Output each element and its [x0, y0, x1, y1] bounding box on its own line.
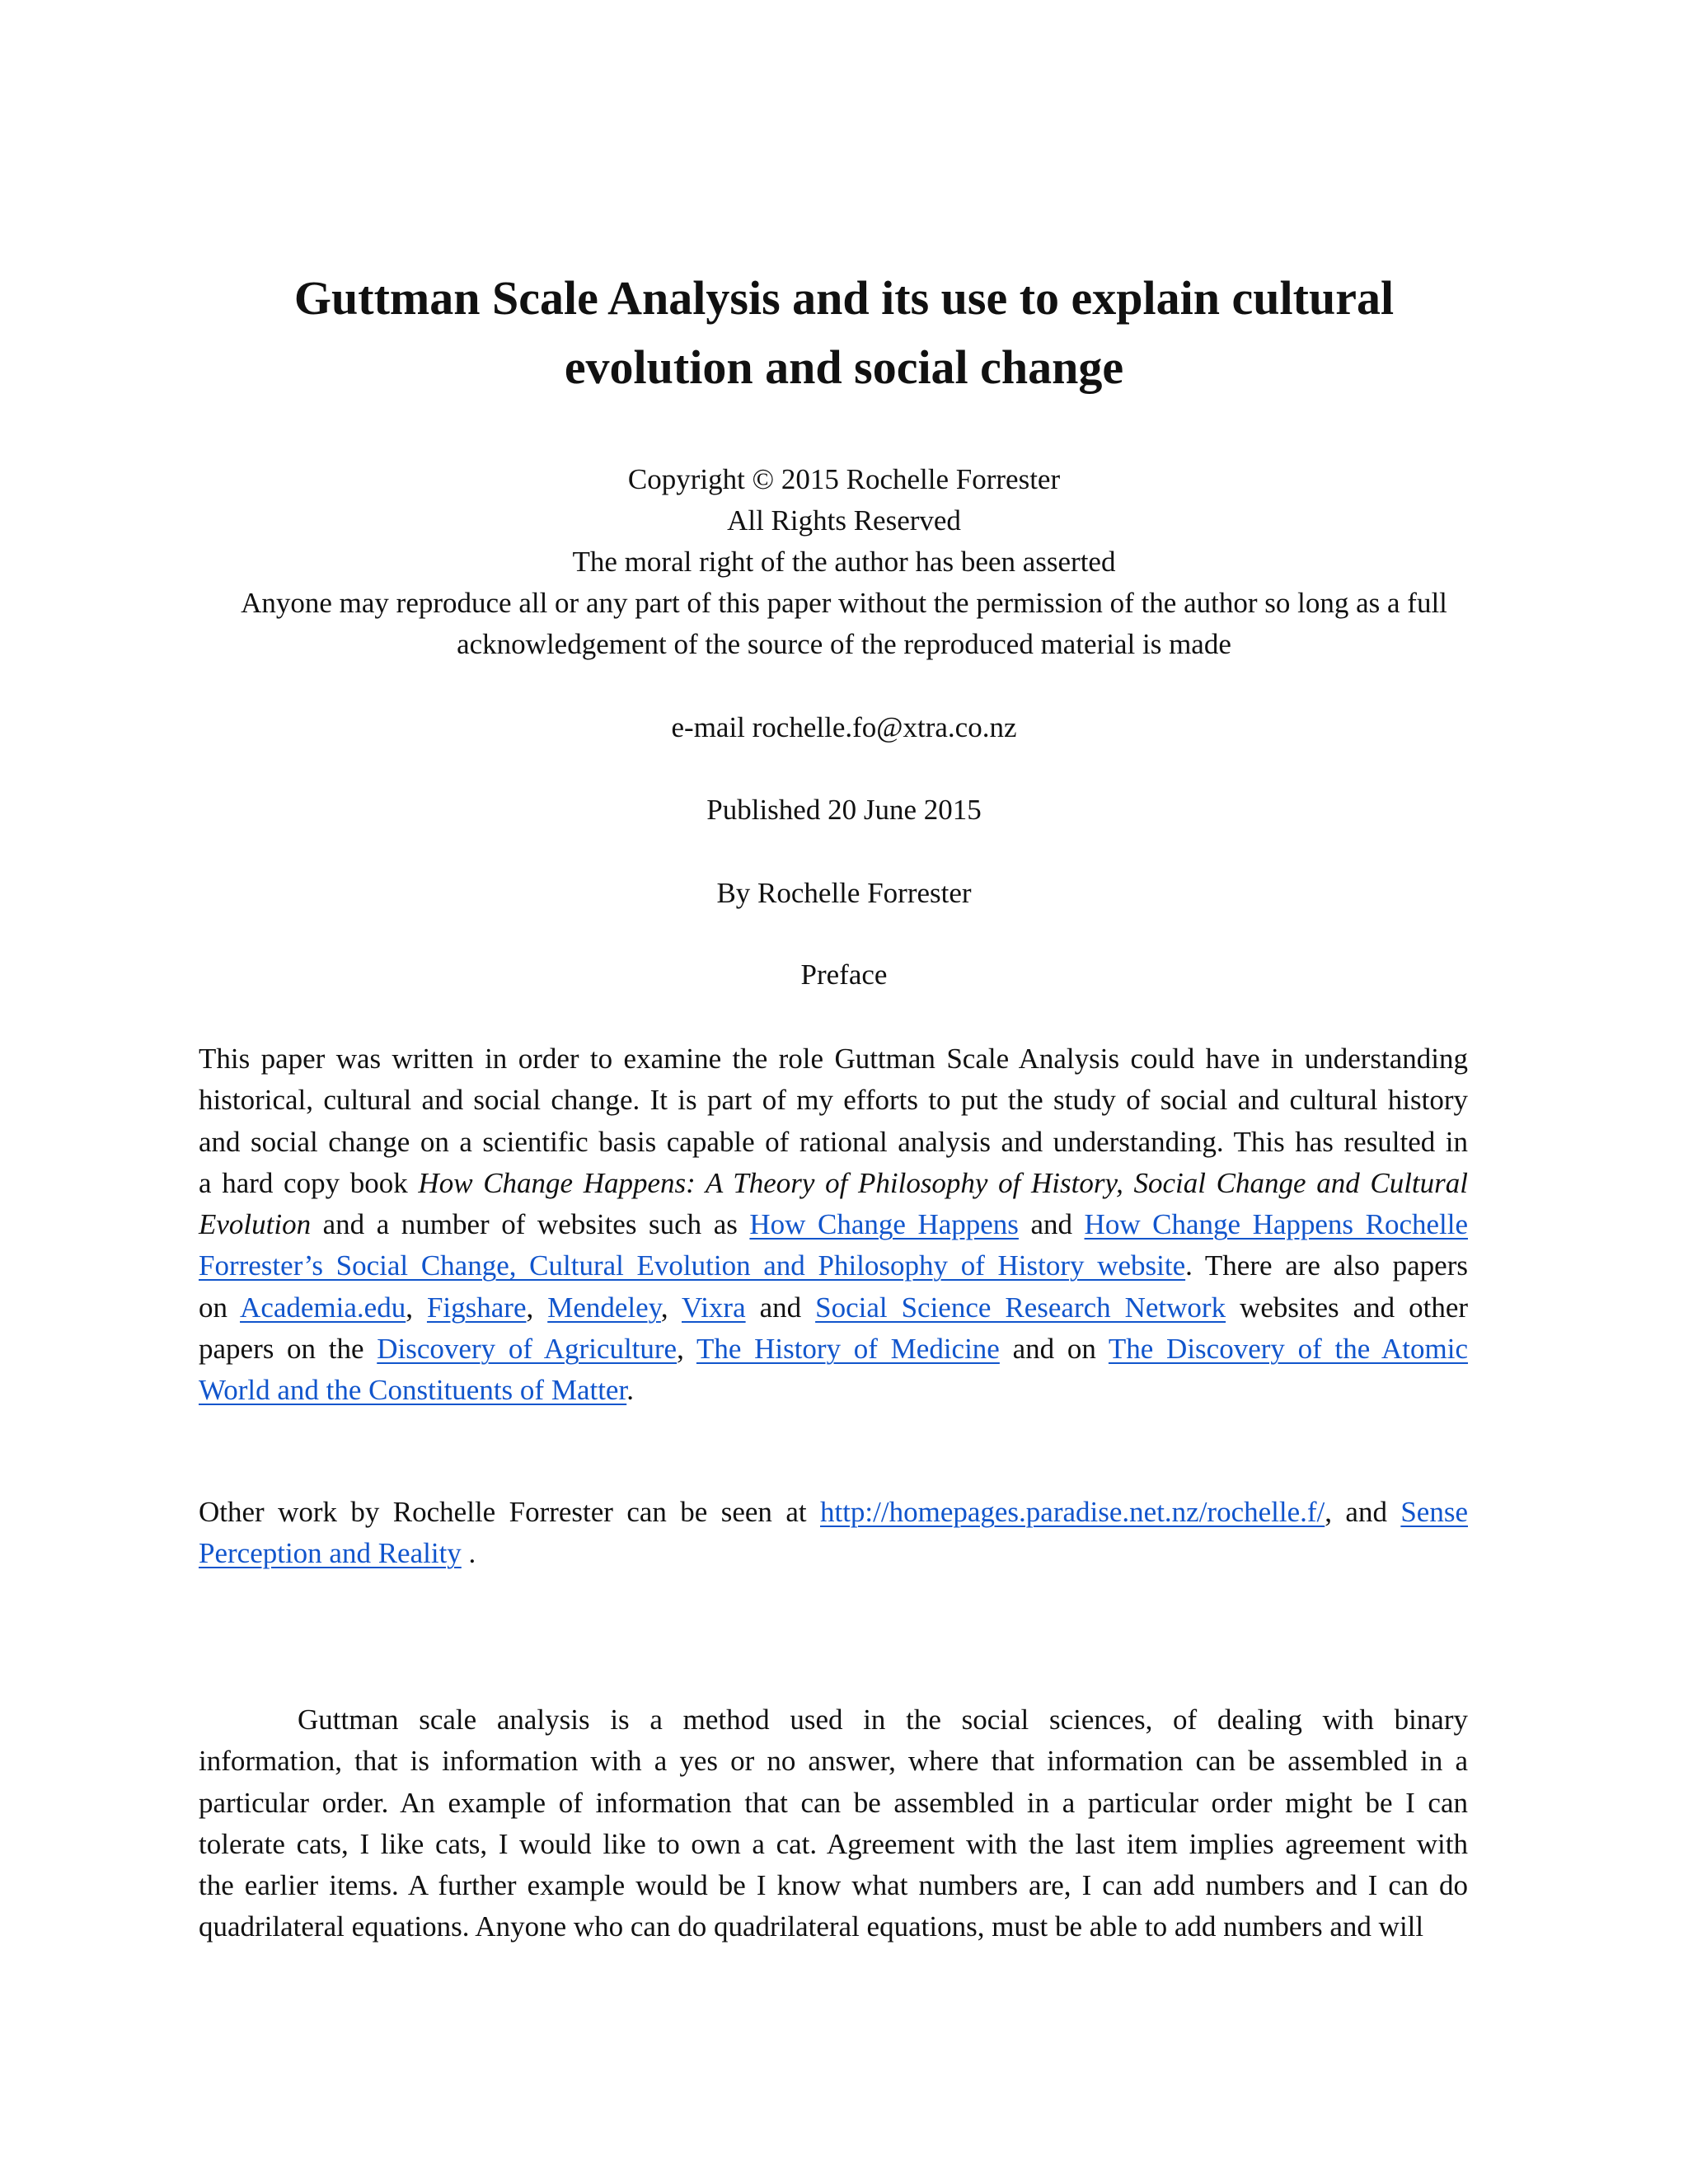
copyright-block [0, 459, 1688, 665]
hyperlink[interactable]: Perception and Reality [199, 1537, 462, 1570]
hyperlink[interactable]: Figshare [426, 1291, 527, 1324]
hyperlink[interactable]: Discovery of Agriculture [377, 1333, 678, 1366]
text-span: websites and other [1226, 1291, 1469, 1324]
text-line [199, 1741, 1468, 1782]
published-date: Published 20 June 2015 [706, 794, 982, 826]
text-span: , and [1325, 1496, 1401, 1528]
text-line [199, 1163, 1468, 1204]
author: By Rochelle Forrester [716, 877, 972, 909]
copyright: Copyright © 2015 Rochelle Forrester [627, 463, 1061, 495]
text-span: and [745, 1291, 816, 1324]
text-line [199, 1865, 1468, 1906]
text-line [199, 1906, 1468, 1947]
text-span: particular order. An example of information that can be assembled in a particular order might be I can [199, 1786, 1468, 1819]
text-span: quadrilateral equations. Anyone who can do quadrilateral equations, must be able to add numbers and will [199, 1910, 1424, 1943]
title-line: Guttman Scale Analysis and its use to explain cultural [293, 271, 1395, 325]
text-line [199, 1699, 1468, 1741]
other-work-paragraph [199, 1492, 1468, 1575]
text-span: papers on the [199, 1333, 377, 1366]
hyperlink[interactable]: Mendeley [547, 1291, 661, 1324]
text-line [199, 1329, 1468, 1370]
document-title [0, 264, 1688, 402]
text-span: tolerate cats, I like cats, I would like to own a cat. Agreement with the last item implies agreement with [199, 1827, 1468, 1860]
hyperlink[interactable]: Forrester’s Social Change, Cultural Evolution and Philosophy of History website [199, 1249, 1186, 1282]
hyperlink[interactable]: Sense [1400, 1496, 1468, 1528]
hyperlink[interactable]: The Discovery of the Atomic [1108, 1333, 1469, 1366]
text-span: Other work by Rochelle Forrester can be seen at [199, 1496, 820, 1528]
text-span: , [660, 1291, 682, 1324]
title-line: evolution and social change [564, 340, 1124, 394]
text-span: . There are also papers [1185, 1249, 1468, 1282]
text-span: and on [999, 1333, 1109, 1366]
moral-right: The moral right of the author has been asserted [572, 546, 1116, 578]
hyperlink[interactable]: Vixra [682, 1291, 746, 1324]
text-span: . [626, 1374, 634, 1407]
hyperlink[interactable]: Academia.edu [240, 1291, 406, 1324]
body-paragraph [199, 1699, 1468, 1948]
text-line [199, 1080, 1468, 1121]
hyperlink[interactable]: How Change Happens Rochelle [1084, 1208, 1468, 1241]
text-line [199, 1370, 1468, 1411]
text-line [199, 1783, 1468, 1824]
hyperlink[interactable]: How Change Happens [749, 1208, 1019, 1241]
hyperlink[interactable]: The History of Medicine [696, 1333, 1000, 1366]
text-span: . [461, 1537, 476, 1570]
text-line [199, 1038, 1468, 1080]
preface-heading: Preface [800, 958, 888, 991]
reproduce-notice: Anyone may reproduce all or any part of this paper without the permission of the author so long as a full [241, 587, 1447, 619]
text-span: historical, cultural and social change. It is part of my efforts to put the study of social and cultural history [199, 1084, 1468, 1117]
italic-text: How Change Happens: A Theory of Philosophy of History, Social Change and Cultural [418, 1166, 1468, 1199]
text-span: and a number of websites such as [311, 1208, 750, 1241]
text-line [199, 1245, 1468, 1286]
text-line [199, 1122, 1468, 1163]
text-line [199, 1204, 1468, 1245]
text-span: and [1018, 1208, 1085, 1241]
text-line [199, 1287, 1468, 1329]
italic-text: Evolution [199, 1208, 312, 1241]
text-span: , [677, 1333, 696, 1366]
text-span: the earlier items. A further example would be I know what numbers are, I can add numbers and I can do [199, 1869, 1468, 1902]
preface-paragraph [199, 1038, 1468, 1412]
text-span: Guttman scale analysis is a method used in the social sciences, of dealing with binary [298, 1704, 1468, 1736]
hyperlink[interactable]: World and the Constituents of Matter [199, 1374, 627, 1407]
text-line [199, 1533, 1468, 1574]
reproduce-notice: acknowledgement of the source of the reproduced material is made [457, 628, 1231, 660]
text-line [199, 1824, 1468, 1865]
text-span: information, that is information with a yes or no answer, where that information can be assembled in a [199, 1745, 1468, 1778]
hyperlink[interactable]: Social Science Research Network [815, 1291, 1226, 1324]
text-span: , [406, 1291, 427, 1324]
text-span: , [526, 1291, 548, 1324]
text-line [199, 1492, 1468, 1533]
text-span: This paper was written in order to examine the role Guttman Scale Analysis could have in understanding [199, 1043, 1468, 1075]
rights: All Rights Reserved [727, 504, 961, 537]
hyperlink[interactable]: http://homepages.paradise.net.nz/rochelle.f/ [819, 1496, 1325, 1528]
text-span: and social change on a scientific basis capable of rational analysis and understanding. This has resulted in [199, 1125, 1468, 1158]
text-span: a hard copy book [199, 1166, 419, 1199]
text-span: on [199, 1291, 241, 1324]
email: e-mail rochelle.fo@xtra.co.nz [671, 711, 1017, 743]
